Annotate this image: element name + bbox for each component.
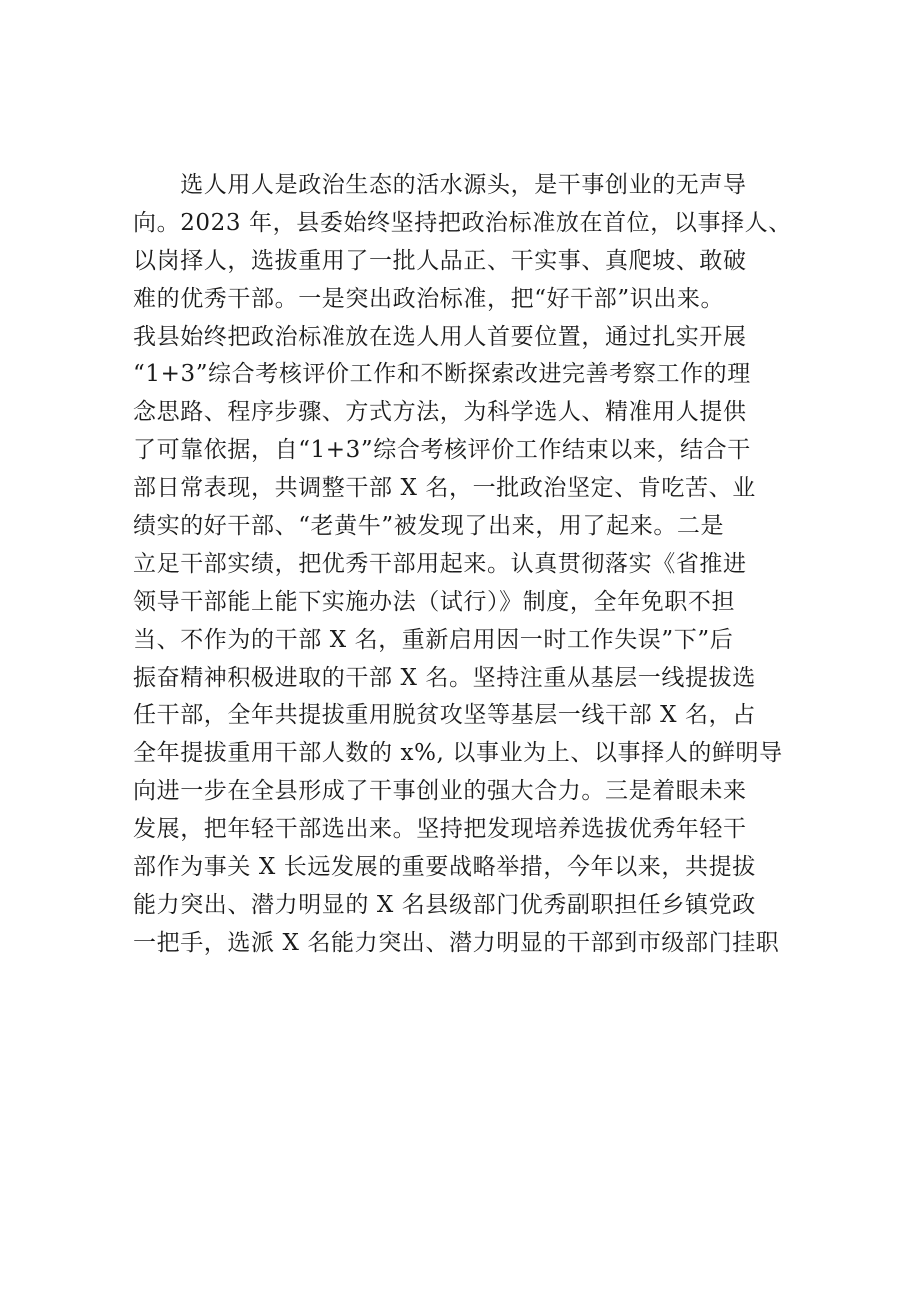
paragraph-line: 领导干部能上能下实施办法（试行）》制度，全年免职不担 <box>133 588 736 615</box>
paragraph-line: 部作为事关 X 长远发展的重要战略举措，今年以来，共提拔 <box>133 854 756 881</box>
paragraph-line: 任干部，全年共提拔重用脱贫攻坚等基层一线干部 X 名，占 <box>133 702 756 729</box>
paragraph-line: 选人用人是政治生态的活水源头，是干事创业的无声导 <box>133 172 747 198</box>
paragraph-line: 全年提拔重用干部人数的 x%, 以事业为上、以事择人的鲜明导 <box>133 740 783 767</box>
paragraph-line: 立足干部实绩，把优秀干部用起来。认真贯彻落实《省推进 <box>133 550 747 577</box>
paragraph-line: 部日常表现，共调整干部 X 名，一批政治坚定、肯吃苦、业 <box>133 475 756 502</box>
paragraph-line: 了可靠依据，自“1+3”综合考核评价工作结束以来，结合干 <box>133 437 751 464</box>
paragraph-line: 向进一步在全县形成了干事创业的强大合力。三是着眼未来 <box>133 778 747 805</box>
paragraph-line: 以岗择人，选拔重用了一批人品正、干实事、真爬坡、敢破 <box>133 247 747 274</box>
paragraph-line: 当、不作为的干部 X 名，重新启用因一时工作失误”下”后 <box>133 626 734 653</box>
paragraph-line: 发展，把年轻干部选出来。坚持把发现培养选拔优秀年轻干 <box>133 816 747 843</box>
paragraph-line: 能力突出、潜力明显的 X 名县级部门优秀副职担任乡镇党政 <box>133 891 756 918</box>
paragraph-line: 向。2023 年，县委始终坚持把政治标准放在首位，以事择人、 <box>133 209 792 236</box>
paragraph-line: 振奋精神积极进取的干部 X 名。坚持注重从基层一线提拔选 <box>133 664 756 691</box>
paragraph-line: 我县始终把政治标准放在选人用人首要位置，通过扎实开展 <box>133 323 747 350</box>
paragraph-line: 绩实的好干部、“老黄牛”被发现了出来，用了起来。二是 <box>133 513 725 540</box>
paragraph-line: “1+3”综合考核评价工作和不断探索改进完善考察工作的理 <box>133 361 751 388</box>
paragraph-line: 一把手，选派 X 名能力突出、潜力明显的干部到市级部门挂职 <box>133 929 780 956</box>
paragraph-line: 念思路、程序步骤、方式方法，为科学选人、精准用人提供 <box>133 399 747 426</box>
paragraph-line: 难的优秀干部。一是突出政治标准，把“好干部”识出来。 <box>133 285 725 312</box>
body-paragraph <box>133 167 813 963</box>
